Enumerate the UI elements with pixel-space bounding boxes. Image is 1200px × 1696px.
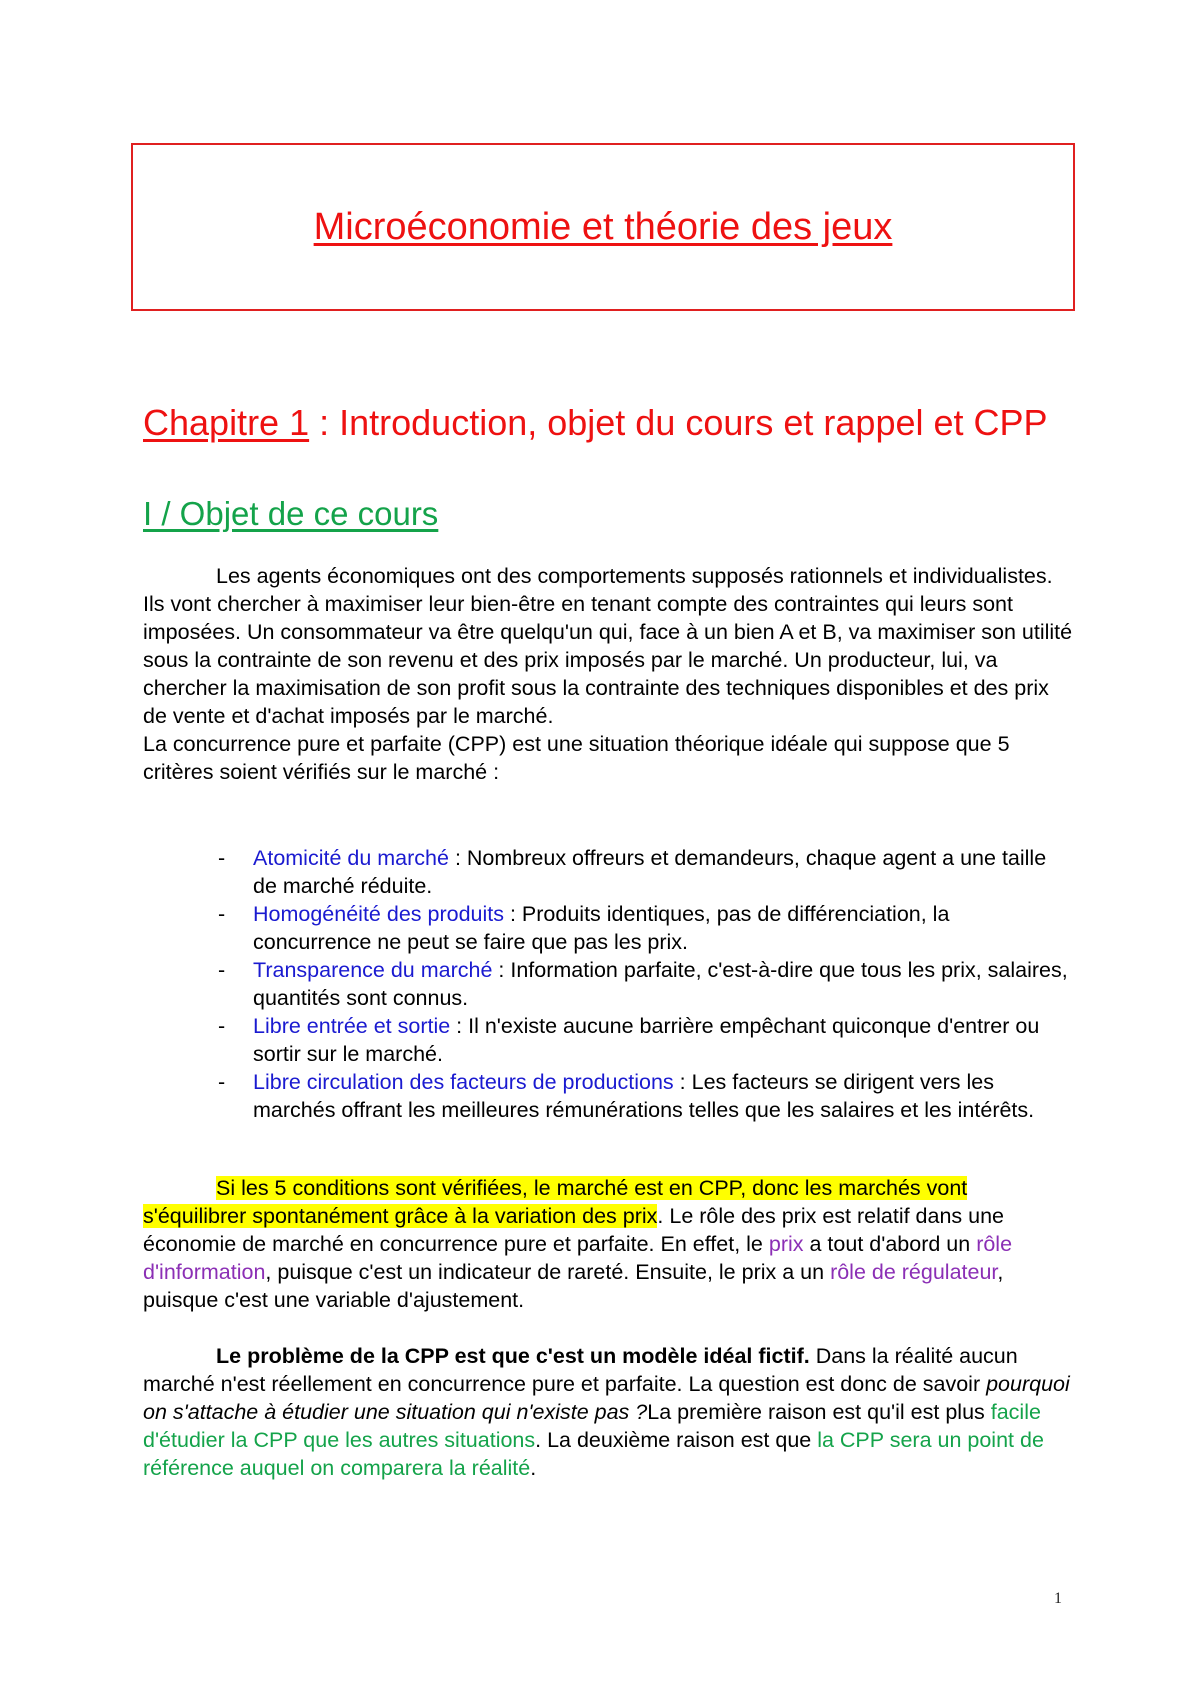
list-item: - Libre entrée et sortie : Il n'existe aucune barrière empêchant quiconque d'entrer ou sortir sur le marché. [218,1014,1040,1066]
criteria-list [218,844,1073,1124]
page-number: 1 [1054,1590,1062,1607]
chapter-heading [143,400,1063,446]
term-prix: prix [768,1232,804,1256]
chapter-label: Chapitre 1 [143,402,310,443]
paragraph-agents: Les agents économiques ont des comportements supposés rationnels et individualistes. Ils vont chercher à maximiser leur bien-être en tenant compte des contraintes qui leurs sont imposées. Un consommateur va être quelqu'un qui, face à un bien A et B, va maximiser son utilité sous la contrainte de son revenu et des prix imposés par le marché. Un producteur, lui, va chercher la maximisation de son profit sous la contrainte des techniques disponibles et des prix de vente et d'achat imposés par le marché. [143,564,1073,728]
list-item: - Atomicité du marché : Nombreux offreurs et demandeurs, chaque agent a une taille de marché réduite. [218,846,1047,898]
criterion-desc: : Information parfaite, c'est-à-dire que tous les prix, salaires, quantités sont connus. [253,958,1068,1010]
green-reason-1: facile d'étudier la CPP que les autres situations [143,1400,1041,1452]
paragraph-price-role: Si les 5 conditions sont vérifiées, le marché est en CPP, donc les marchés vont s'équilibrer spontanément grâce à la variation des prix. Le rôle des prix est relatif dans une économie de marché en concurrence pure et parfaite. En effet, le prix a tout d'abord un rôle d'information, puisque c'est un indicateur de rareté. Ensuite, le prix a un rôle de régulateur, puisque c'est une variable d'ajustement. [143,1176,1013,1312]
title-box [131,143,1075,311]
term-role-information: rôle d'information [143,1232,1013,1284]
list-item: - Libre circulation des facteurs de productions : Les facteurs se dirigent vers les marchés offrant les meilleures rémunérations telles que les salaires et les intérêts. [218,1070,1035,1122]
criterion-term: Atomicité du marché [253,846,449,870]
criterion-desc: : Nombreux offreurs et demandeurs, chaque agent a une taille de marché réduite. [253,846,1047,898]
criterion-term: Transparence du marché [253,958,493,982]
term-role-regulateur: rôle de régulateur [830,1260,998,1284]
list-item: - Homogénéité des produits : Produits identiques, pas de différenciation, la concurrence ne peut se faire que pas les prix. [218,902,950,954]
chapter-title: : Introduction, objet du cours et rappel et CPP [309,402,1048,443]
list-item: - Transparence du marché : Information parfaite, c'est-à-dire que tous les prix, salaires, quantités sont connus. [218,958,1068,1010]
criterion-term: Libre entrée et sortie [253,1014,451,1038]
criterion-term: Homogénéité des produits [253,902,504,926]
highlighted-text: Si les 5 conditions sont vérifiées, le marché est en CPP, donc les marchés vont s'équilibrer spontanément grâce à la variation des prix [143,1176,968,1228]
paragraph-cpp-definition: La concurrence pure et parfaite (CPP) est une situation théorique idéale qui suppose que 5 critères soient vérifiés sur le marché : [143,732,1010,784]
bold-statement: Le problème de la CPP est que c'est un modèle idéal fictif. [216,1344,810,1368]
italic-question: pourquoi on s'attache à étudier une situation qui n'existe pas ? [143,1372,1070,1424]
criterion-desc: : Les facteurs se dirigent vers les marchés offrant les meilleures rémunérations telles que les salaires et les intérêts. [253,1070,1035,1122]
green-reason-2: la CPP sera un point de référence auquel on comparera la réalité [143,1428,1044,1480]
criterion-desc: : Produits identiques, pas de différenciation, la concurrence ne peut se faire que pas les prix. [253,902,950,954]
criterion-term: Libre circulation des facteurs de productions [253,1070,674,1094]
paragraph-intro [143,562,1073,786]
paragraph-cpp-problem: Le problème de la CPP est que c'est un modèle idéal fictif. Dans la réalité aucun marché n'est réellement en concurrence pure et parfaite. La question est donc de savoir pourquoi on s'attache à étudier une situation qui n'existe pas ?La première raison est qu'il est plus facile d'étudier la CPP que les autres situations. La deuxième raison est que la CPP sera un point de référence auquel on comparera la réalité. [143,1344,1070,1480]
section-heading: I / Objet de ce cours [143,495,439,532]
document-title: Microéconomie et théorie des jeux [313,205,893,248]
criterion-desc: : Il n'existe aucune barrière empêchant quiconque d'entrer ou sortir sur le marché. [253,1014,1040,1066]
